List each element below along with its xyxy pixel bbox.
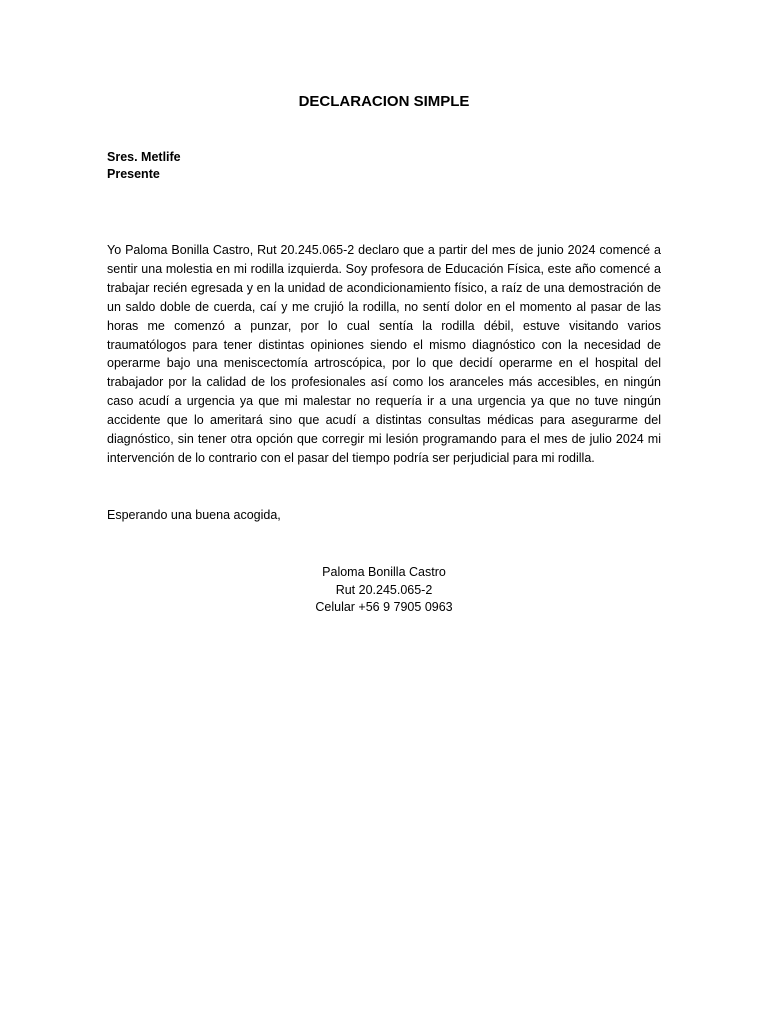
addressee-presente: Presente [107,167,160,181]
declaration-body: Yo Paloma Bonilla Castro, Rut 20.245.065-2 declaro que a partir del mes de junio 2024 comencé a sentir una molestia en mi rodilla izquierda. Soy profesora de Educación Física, este año comencé a trabajar recién egresada y en la unidad de acondicionamiento físico, a raíz de una demostración de un saldo doble de cuerda, caí y me crujió la rodilla, no sentí dolor en el momento al pasar de las horas me comenzó a punzar, por lo cual sentía la rodilla débil, estuve visitando varios traumatólogos para tener distintas opiniones siendo el mismo diagnóstico con la necesidad de operarme bajo una meniscectomía artroscópica, por lo que decidí operarme en el hospital del trabajador por la calidad de los profesionales así como los aranceles más accesibles, en ningún caso acudí a urgencia ya que mi malestar no requería ir a una urgencia ya que no tuve ningún accidente que lo ameritará sino que acudí a distintas consultas médicas para asegurarme del diagnóstico, sin tener otra opción que corregir mi lesión programando para el mes de julio 2024 mi intervención de lo contrario con el pasar del tiempo podría ser perjudicial para mi rodilla. [107,243,661,465]
document-title: DECLARACION SIMPLE [298,93,470,110]
closing-line: Esperando una buena acogida, [107,508,281,522]
signature-name: Paloma Bonilla Castro [322,565,446,579]
signature-rut: Rut 20.245.065-2 [335,582,433,597]
addressee-block [107,149,181,183]
signature-block [0,564,768,617]
signature-phone: Celular +56 9 7905 0963 [315,600,453,614]
addressee-recipient: Sres. Metlife [107,150,181,164]
